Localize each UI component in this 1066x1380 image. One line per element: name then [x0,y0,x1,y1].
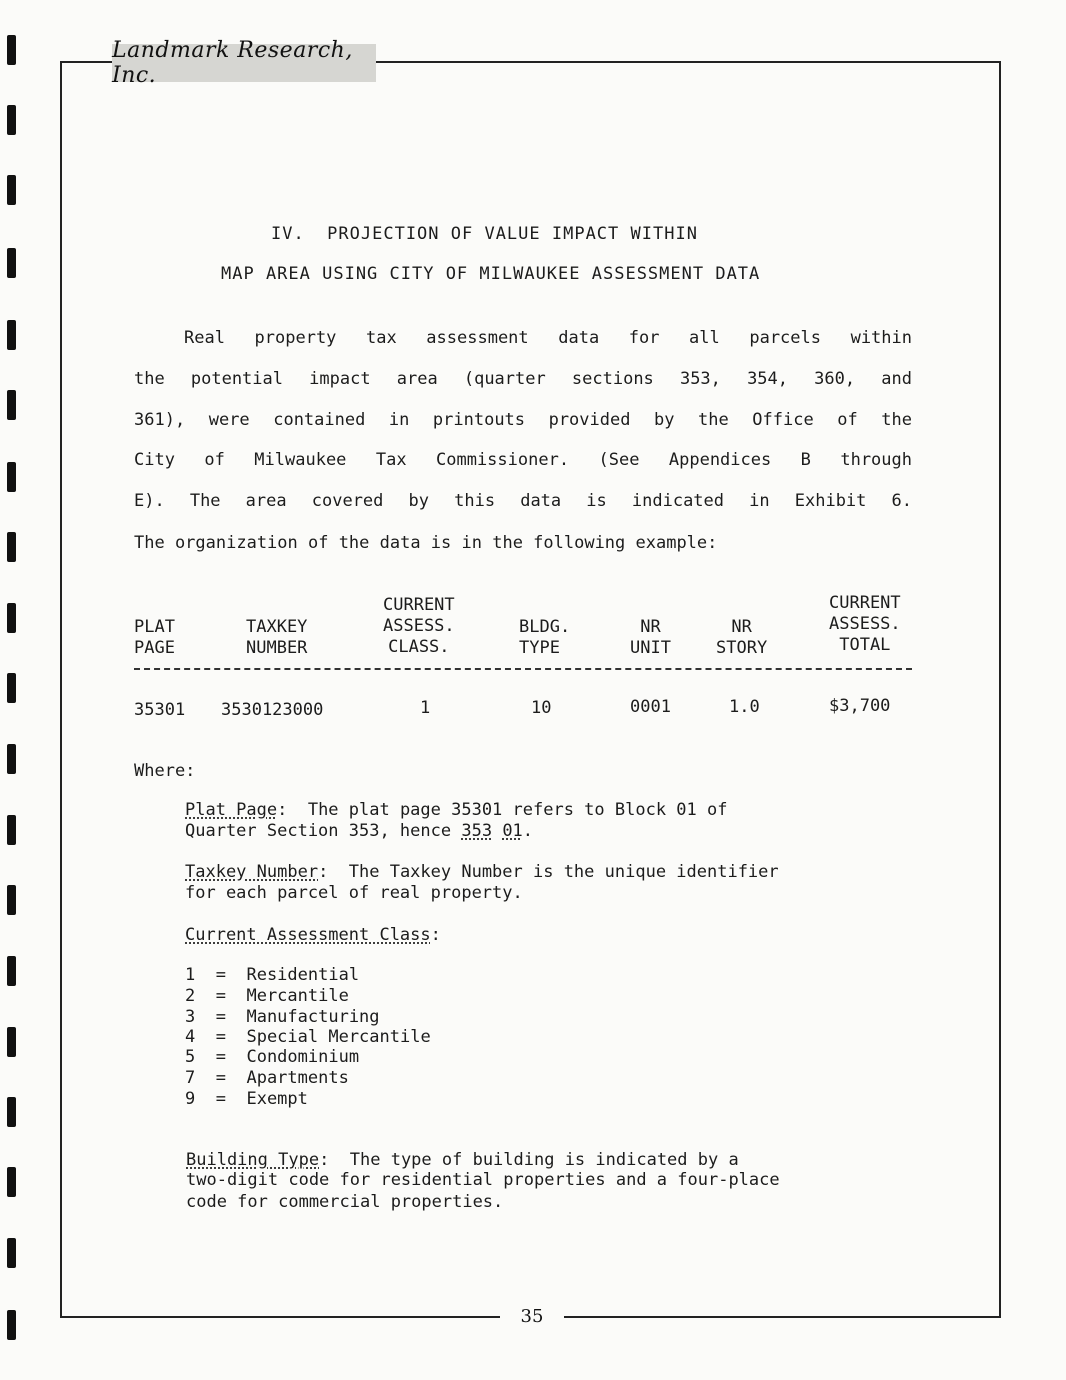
class-label: Special Mercantile [246,1027,431,1047]
punch-mark [7,532,16,562]
class-label: Exempt [246,1089,308,1109]
class-code-row [185,1068,349,1088]
definition-line [185,862,779,882]
class-code: 2 [185,986,196,1006]
class-eq: = [215,1047,226,1067]
punch-mark [7,1310,16,1340]
column-header-nr-unit: NR UNIT [630,617,671,658]
definition-line [185,821,533,841]
class-eq: = [215,965,226,985]
class-eq: = [215,1068,226,1088]
section-title-line1: IV. PROJECTION OF VALUE IMPACT WITHIN [271,224,698,244]
punch-mark [7,248,16,278]
punch-mark [7,390,16,420]
section-title-line2: MAP AREA USING CITY OF MILWAUKEE ASSESSMENT DATA [221,264,761,284]
column-header-nr-story: NR STORY [716,617,768,658]
punch-mark [7,885,16,915]
cell-taxkey-number: 3530123000 [221,700,324,720]
logo-text: Landmark Research, Inc. [112,38,353,88]
definition-text: Quarter Section 353, hence [185,821,462,841]
definition-line: two-digit code for residential properties and a four-place [186,1170,780,1190]
definition-text: : The Taxkey Number is the unique identifier [318,862,779,882]
definition-term: Building Type [186,1150,320,1170]
header-divider [134,668,912,670]
definition-text: . [522,821,534,841]
punch-mark [7,320,16,350]
where-label: Where: [134,761,196,781]
class-code: 7 [185,1068,196,1088]
column-header-assess-class: CURRENT ASSESS. CLASS. [383,595,455,657]
paragraph-line: City of Milwaukee Tax Commissioner. (See Appendices B through [134,450,912,470]
column-header-plat-page: PLAT PAGE [134,617,175,658]
punch-mark [7,1167,16,1197]
column-header-bldg-type: BLDG. TYPE [519,617,571,658]
punch-mark [7,815,16,845]
punch-mark [7,673,16,703]
punch-mark [7,744,16,774]
paragraph-line: The organization of the data is in the following example: [134,533,718,553]
definition-term: Taxkey Number [185,862,319,882]
page-number: 35 [520,1305,544,1327]
definition-line [186,1150,739,1170]
paragraph-line: Real property tax assessment data for all parcels within [184,328,912,348]
definition-text: : The plat page 35301 refers to Block 01 of [277,800,728,820]
definition-line: code for commercial properties. [186,1192,504,1212]
definition-text: : The type of building is indicated by a [319,1150,739,1170]
paragraph-line: 361), were contained in printouts provided by the Office of the [134,410,912,430]
paragraph-line: the potential impact area (quarter sections 353, 354, 360, and [134,369,912,389]
cell-assess-class: 1 [420,698,431,718]
punch-mark [7,175,16,205]
definition-line [185,800,727,820]
class-label: Manufacturing [246,1007,380,1027]
cell-nr-unit: 0001 [630,697,671,717]
definition-term: Plat Page [185,800,278,820]
cell-bldg-type: 10 [531,698,552,718]
punch-mark [7,1238,16,1268]
class-label: Condominium [246,1047,360,1067]
punch-mark [7,105,16,135]
class-label: Apartments [246,1068,349,1088]
punch-mark [7,35,16,65]
class-code: 1 [185,965,196,985]
class-code-row [185,986,349,1006]
class-code-row [185,1027,431,1047]
punch-mark [7,462,16,492]
punch-mark [7,1027,16,1057]
page-frame [60,61,1001,1318]
class-eq: = [215,986,226,1006]
definition-term: Current Assessment Class [185,925,431,945]
cell-plat-page: 35301 [134,700,186,720]
class-code: 5 [185,1047,196,1067]
definition-text: : [430,925,441,945]
punch-mark [7,603,16,633]
punch-mark [7,956,16,986]
class-code: 4 [185,1027,196,1047]
class-eq: = [215,1089,226,1109]
class-eq: = [215,1007,226,1027]
class-code-row [185,1047,359,1067]
definition-line: for each parcel of real property. [185,883,523,903]
definition-line [185,925,441,945]
cell-nr-story: 1.0 [729,697,760,717]
class-label: Residential [246,965,360,985]
page-number-box [500,1306,564,1326]
class-eq: = [215,1027,226,1047]
paragraph-line: E). The area covered by this data is indicated in Exhibit 6. [134,491,912,511]
cell-assess-total: $3,700 [829,696,891,716]
company-logo [112,38,376,88]
column-header-taxkey-number: TAXKEY NUMBER [246,617,308,658]
class-code: 9 [185,1089,196,1109]
class-code-row [185,1007,380,1027]
punch-mark [7,1097,16,1127]
quarter-section-ref: 353 [461,821,493,841]
class-code-row [185,965,359,985]
block-ref: 01 [502,821,523,841]
class-code-row [185,1089,308,1109]
column-header-assess-total: CURRENT ASSESS. TOTAL [829,593,901,655]
class-code: 3 [185,1007,196,1027]
class-label: Mercantile [246,986,349,1006]
